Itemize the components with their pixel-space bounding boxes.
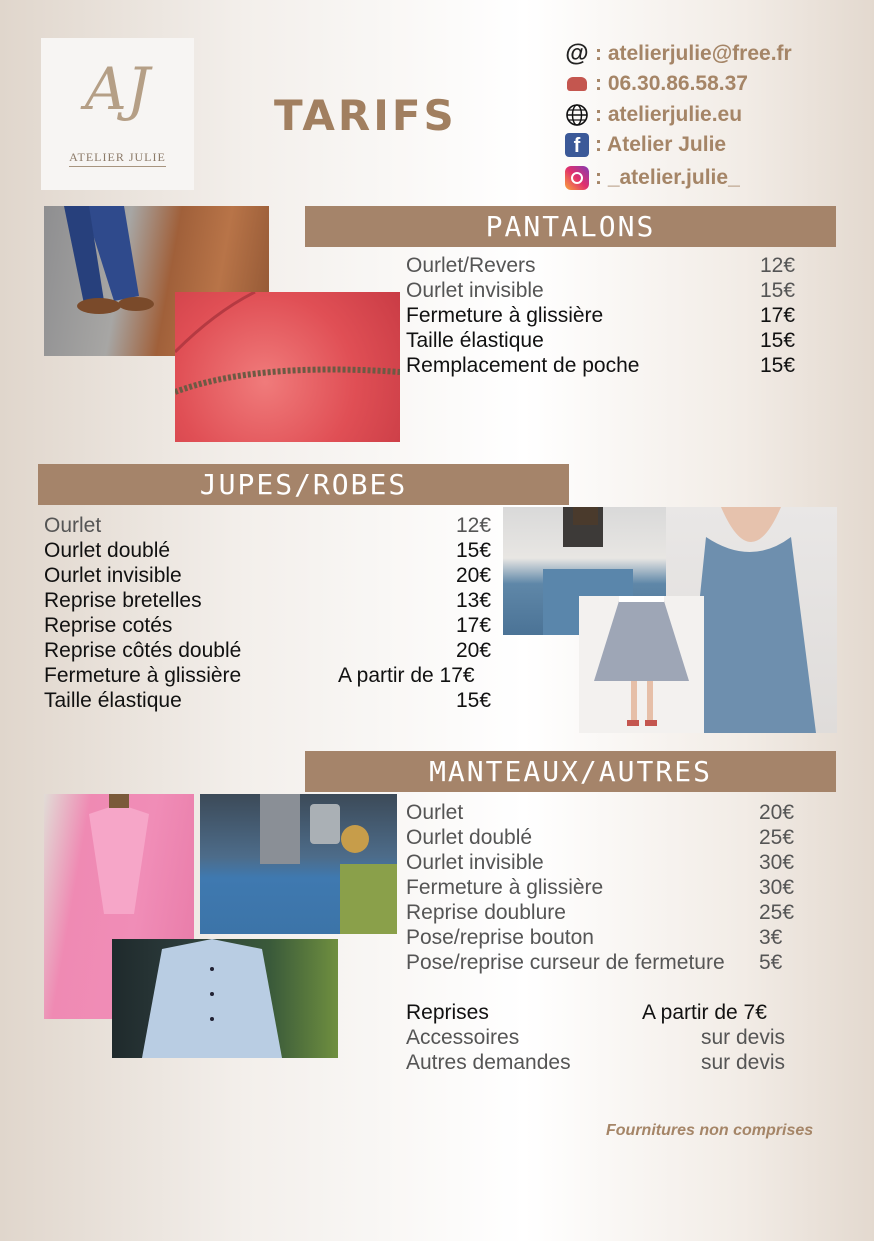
- contact-website[interactable]: [563, 101, 742, 129]
- logo: [41, 38, 194, 190]
- contact-instagram-text: : _atelier.julie_: [595, 166, 740, 189]
- list-item: Ourlet doublé 15€: [44, 539, 492, 562]
- contact-instagram[interactable]: [563, 164, 740, 192]
- logo-underline: [69, 166, 166, 167]
- price-list-jupes: [44, 513, 504, 713]
- sewing-machine-photo: [200, 794, 397, 934]
- contact-facebook-text: : Atelier Julie: [595, 133, 727, 156]
- list-item: Taille élastique 15€: [406, 329, 796, 352]
- list-item: Ourlet/Revers 12€: [406, 254, 796, 277]
- instagram-icon: [563, 164, 591, 192]
- contact-facebook[interactable]: [563, 131, 726, 159]
- list-item: Ourlet 12€: [44, 514, 492, 537]
- at-icon: @: [565, 40, 589, 67]
- list-item: Pose/reprise bouton 3€: [406, 926, 783, 949]
- price-list-manteaux: [406, 800, 826, 975]
- globe-icon: [563, 101, 591, 129]
- list-item: Reprise bretelles 13€: [44, 589, 492, 612]
- list-item: Fermeture à glissière A partir de 17€: [44, 664, 475, 687]
- facebook-icon: f: [563, 131, 591, 159]
- list-item: Autres demandes sur devis: [406, 1051, 786, 1074]
- contact-email-text: : atelierjulie@free.fr: [595, 42, 792, 65]
- list-item: Ourlet doublé 25€: [406, 826, 795, 849]
- price-list-pantalons: [406, 253, 806, 378]
- list-item: Ourlet invisible 20€: [44, 564, 492, 587]
- list-item: Fermeture à glissière 30€: [406, 876, 795, 899]
- section-bar-manteaux: MANTEAUX/AUTRES: [305, 751, 836, 792]
- list-item: Accessoires sur devis: [406, 1026, 786, 1049]
- list-item: Ourlet invisible 30€: [406, 851, 795, 874]
- contact-phone[interactable]: [563, 70, 748, 98]
- page-title: TARIFS: [274, 91, 457, 140]
- list-item: Ourlet invisible 15€: [406, 279, 796, 302]
- list-item: Ourlet 20€: [406, 801, 795, 824]
- list-item: Pose/reprise curseur de fermeture 5€: [406, 951, 783, 974]
- list-item: Fermeture à glissière 17€: [406, 304, 796, 327]
- logo-name: ATELIER JULIE: [69, 150, 166, 164]
- section-bar-jupes: JUPES/ROBES: [38, 464, 569, 505]
- zipper-photo: [175, 292, 400, 442]
- list-item: Reprise cotés 17€: [44, 614, 492, 637]
- price-list-extras: [406, 1000, 826, 1075]
- contact-email[interactable]: [563, 40, 792, 68]
- list-item: Reprise doublure 25€: [406, 901, 795, 924]
- list-item: Reprises A partir de 7€: [406, 1001, 767, 1024]
- section-bar-pantalons: PANTALONS: [305, 206, 836, 247]
- contact-phone-text: : 06.30.86.58.37: [595, 72, 748, 95]
- phone-icon: [563, 70, 591, 98]
- list-item: Taille élastique 15€: [44, 689, 492, 712]
- footer-note: Fournitures non comprises: [606, 1122, 814, 1139]
- grey-skirt-photo: [579, 596, 704, 733]
- list-item: Reprise côtés doublé 20€: [44, 639, 492, 662]
- contact-website-text: : atelierjulie.eu: [595, 103, 743, 126]
- list-item: Remplacement de poche 15€: [406, 354, 796, 377]
- logo-monogram: AJ: [84, 55, 151, 123]
- shirt-photo: [112, 939, 338, 1058]
